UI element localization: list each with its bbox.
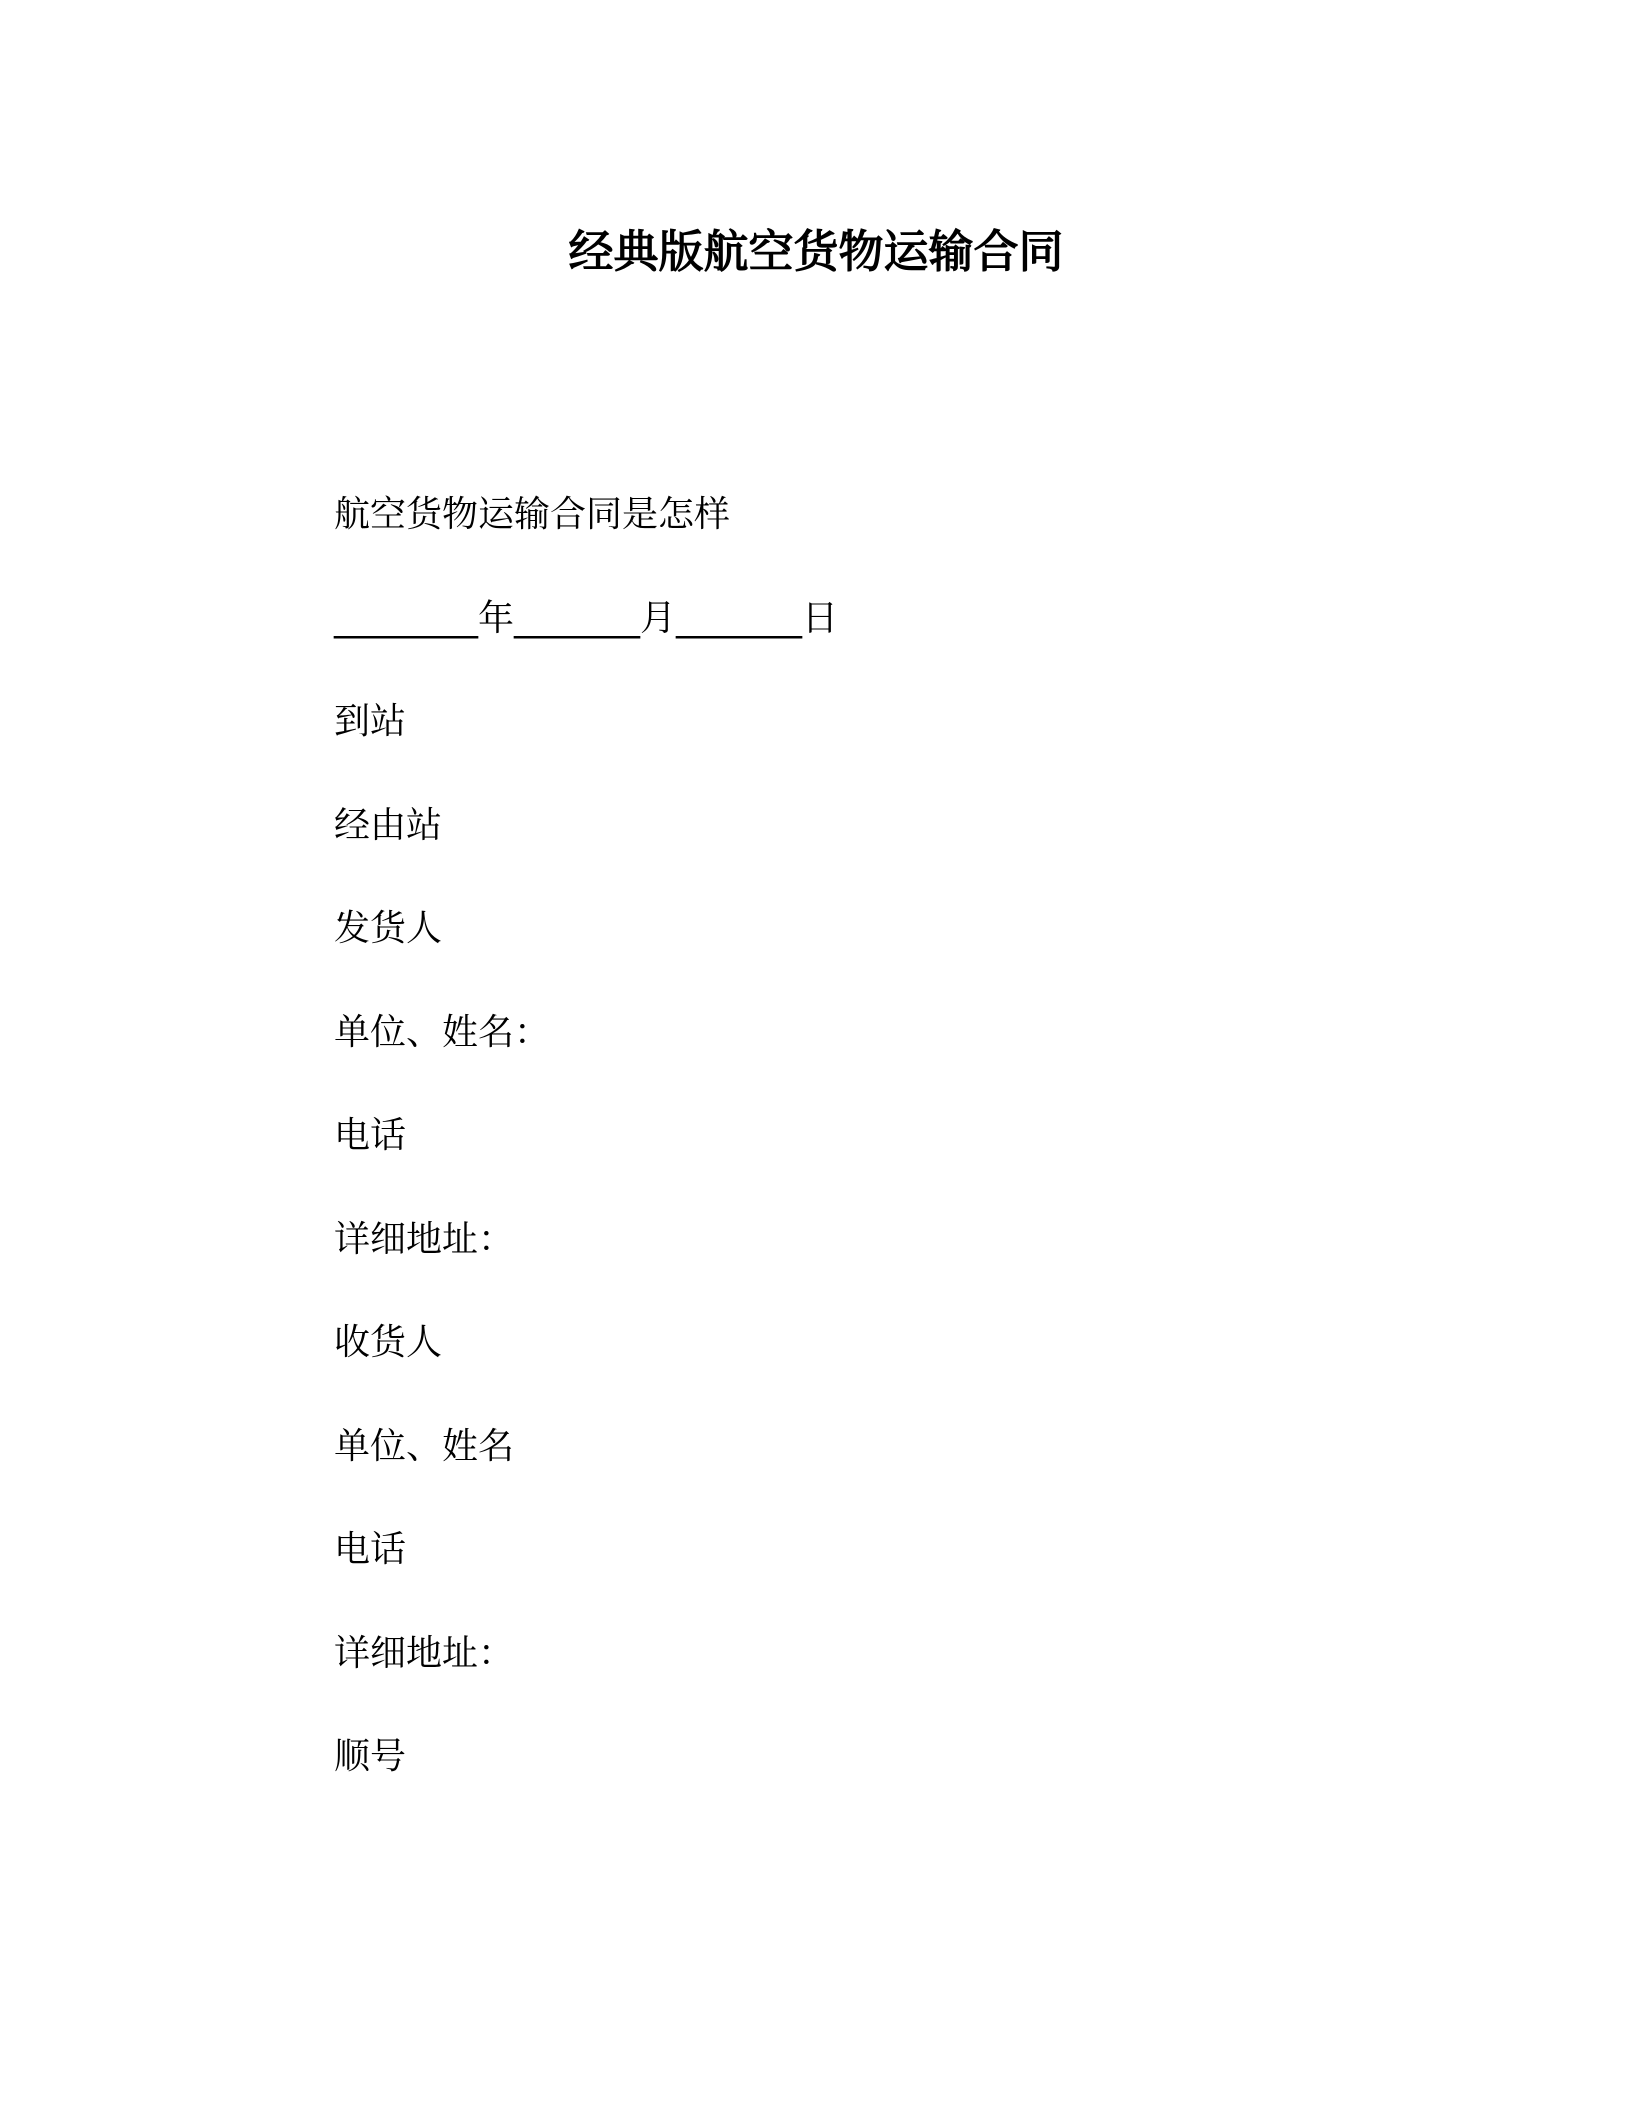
line-consignee-address: 详细地址： (334, 1632, 515, 1674)
line-arrival-station: 到站 (334, 701, 407, 742)
line-shipper-phone: 电话 (334, 1115, 407, 1156)
line-consignee-name: 单位、姓名 (334, 1425, 515, 1467)
line-shipper: 发货人 (334, 908, 443, 949)
line-sequence-number: 顺号 (334, 1736, 407, 1777)
line-consignee: 收货人 (334, 1322, 443, 1363)
line-shipper-name: 单位、姓名： (334, 1011, 551, 1053)
line-shipper-address: 详细地址： (334, 1218, 515, 1260)
line-transit-station: 经由站 (334, 804, 443, 846)
line-consignee-phone: 电话 (334, 1529, 407, 1570)
document-body (334, 490, 1434, 1836)
document-title: 经典版航空货物运输合同 (568, 225, 1064, 278)
line-contract-question: 航空货物运输合同是怎样 (334, 494, 731, 535)
line-date: ________年_______月_______日 (334, 597, 838, 639)
